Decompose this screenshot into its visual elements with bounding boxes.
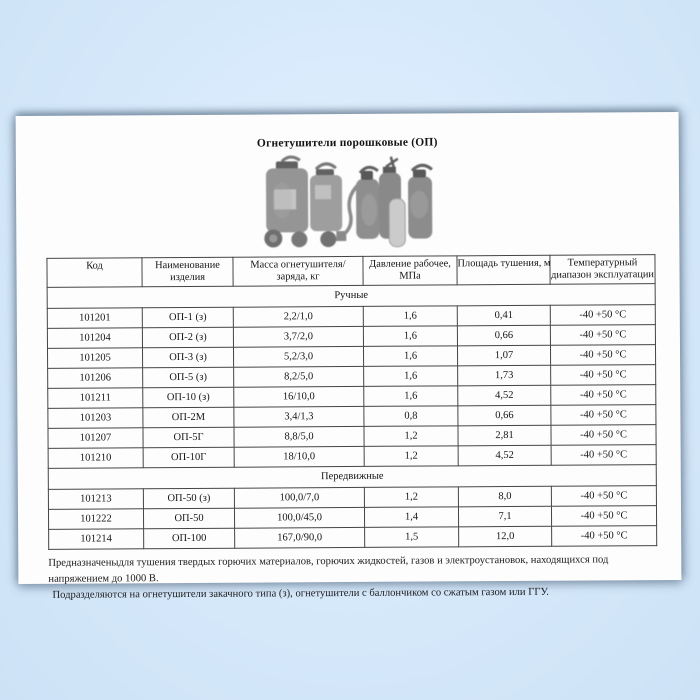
table-cell: 1,07 <box>457 345 550 366</box>
description-line-1: Предназначеныдля тушения твердых горючих материалов, горючих жидкостей, газов и электроустановок, находящихся под напряжением до 1000 В. <box>48 554 609 585</box>
table-cell: 0,66 <box>457 325 550 346</box>
table-cell: 2,81 <box>458 425 551 446</box>
table-cell: -40 +50 °C <box>550 345 655 366</box>
table-cell: 1,6 <box>363 306 457 327</box>
description-line-2: Подразделяются на огнетушители закачного типа (з), огнетушители с баллончиком со сжатым газом или ГГУ. <box>52 586 549 601</box>
table-cell: 101222 <box>48 509 143 530</box>
header-line: изделия <box>170 272 206 284</box>
table-cell: 8,8/5,0 <box>234 426 364 447</box>
description-text <box>48 552 653 603</box>
table-cell: -40 +50 °C <box>551 506 656 527</box>
section-label: Ручные <box>47 284 655 309</box>
table-cell: 4,52 <box>458 445 551 466</box>
table-cell: ОП-5Г <box>143 427 234 448</box>
table-cell: -40 +50 °C <box>551 445 656 466</box>
table-cell: -40 +50 °C <box>551 405 656 426</box>
extinguishers-photo <box>251 154 452 253</box>
table-cell: 1,6 <box>363 346 457 367</box>
table-cell: 1,4 <box>364 507 458 528</box>
table-cell: ОП-2 (з) <box>142 327 233 348</box>
table-cell: 8,2/5,0 <box>234 366 364 387</box>
table-cell: -40 +50 °C <box>552 526 657 547</box>
header-line: Температурный <box>567 257 638 269</box>
table-cell: 5,2/3,0 <box>233 346 363 367</box>
table-cell: 8,0 <box>458 486 551 507</box>
table-cell: 1,2 <box>364 426 458 447</box>
table-cell: ОП-3 (з) <box>142 347 233 368</box>
header-line: Давление рабочее, <box>369 258 451 270</box>
section-label: Передвижные <box>48 465 656 490</box>
header-area <box>457 255 550 285</box>
table-cell: 100,0/45,0 <box>234 507 364 528</box>
header-line: Наименование <box>155 259 220 272</box>
table-cell: 0,41 <box>457 305 550 326</box>
table-cell: -40 +50 °C <box>551 425 656 446</box>
table-cell: 4,52 <box>458 385 551 406</box>
table-cell: 3,7/2,0 <box>233 326 363 347</box>
table-cell: 101205 <box>47 348 142 369</box>
table-cell: -40 +50 °C <box>550 325 655 346</box>
table-cell: 101211 <box>48 388 143 409</box>
table-cell: 3,4/1,3 <box>234 406 364 427</box>
table-cell: 2,2/1,0 <box>233 306 363 327</box>
table-cell: 101214 <box>49 529 144 550</box>
table-cell: 1,2 <box>364 446 458 467</box>
table-cell: -40 +50 °C <box>551 365 656 386</box>
table-cell: ОП-100 <box>144 528 235 549</box>
table-cell: 18/10,0 <box>234 446 364 467</box>
page-title: Огнетушители порошковые (ОП) <box>256 136 438 150</box>
table-cell: 16/10,0 <box>234 386 364 407</box>
table-cell: 7,1 <box>458 506 551 527</box>
header-mass <box>233 256 363 286</box>
table-cell: ОП-10 (з) <box>143 387 234 408</box>
header-line: заряда, кг <box>276 271 320 283</box>
table-cell: 101210 <box>48 448 143 469</box>
header-line: МПа <box>399 271 421 283</box>
header-pressure <box>363 256 457 286</box>
header-line: Масса огнетушителя/ <box>250 259 346 271</box>
table-row <box>49 526 657 550</box>
table-cell: 100,0/7,0 <box>234 487 364 508</box>
table-cell: 1,6 <box>364 386 458 407</box>
table-cell: 1,6 <box>364 366 458 387</box>
table-cell: 12,0 <box>459 526 552 547</box>
table-cell: ОП-5 (з) <box>143 367 234 388</box>
header-name <box>142 257 233 287</box>
table-cell: 101206 <box>48 368 143 389</box>
table-cell: 1,6 <box>363 326 457 347</box>
table-cell: 101213 <box>48 489 143 510</box>
table-cell: 101203 <box>48 408 143 429</box>
table-cell: -40 +50 °C <box>551 385 656 406</box>
table-cell: 101207 <box>48 428 143 449</box>
table-cell: ОП-50 (з) <box>143 488 234 509</box>
table-cell: ОП-50 <box>143 508 234 529</box>
table-cell: -40 +50 °C <box>551 486 656 507</box>
table-cell: -40 +50 °C <box>550 305 655 326</box>
table-cell: 1,73 <box>458 365 551 386</box>
table-cell: ОП-1 (з) <box>142 307 233 328</box>
table-cell: 101201 <box>47 308 142 329</box>
header-line: диапазон эксплуатации <box>551 269 655 282</box>
table-cell: 1,5 <box>365 527 459 548</box>
table-cell: 167,0/90,0 <box>235 527 365 548</box>
table-cell: ОП-2М <box>143 407 234 428</box>
extinguishers-table <box>46 254 657 550</box>
table-cell: 0,8 <box>364 406 458 427</box>
header-temperature <box>550 255 655 285</box>
table-cell: 101204 <box>47 328 142 349</box>
header-code <box>47 258 142 288</box>
document-page <box>16 112 682 601</box>
extinguishers-photo-icon <box>251 154 452 253</box>
header-line: Площадь тушения, м <box>457 257 551 270</box>
table-cell: 0,66 <box>458 405 551 426</box>
table-cell: ОП-10Г <box>143 447 234 468</box>
table-cell: 1,2 <box>364 487 458 508</box>
header-line: Код <box>86 260 103 272</box>
table-header-row <box>47 255 655 288</box>
